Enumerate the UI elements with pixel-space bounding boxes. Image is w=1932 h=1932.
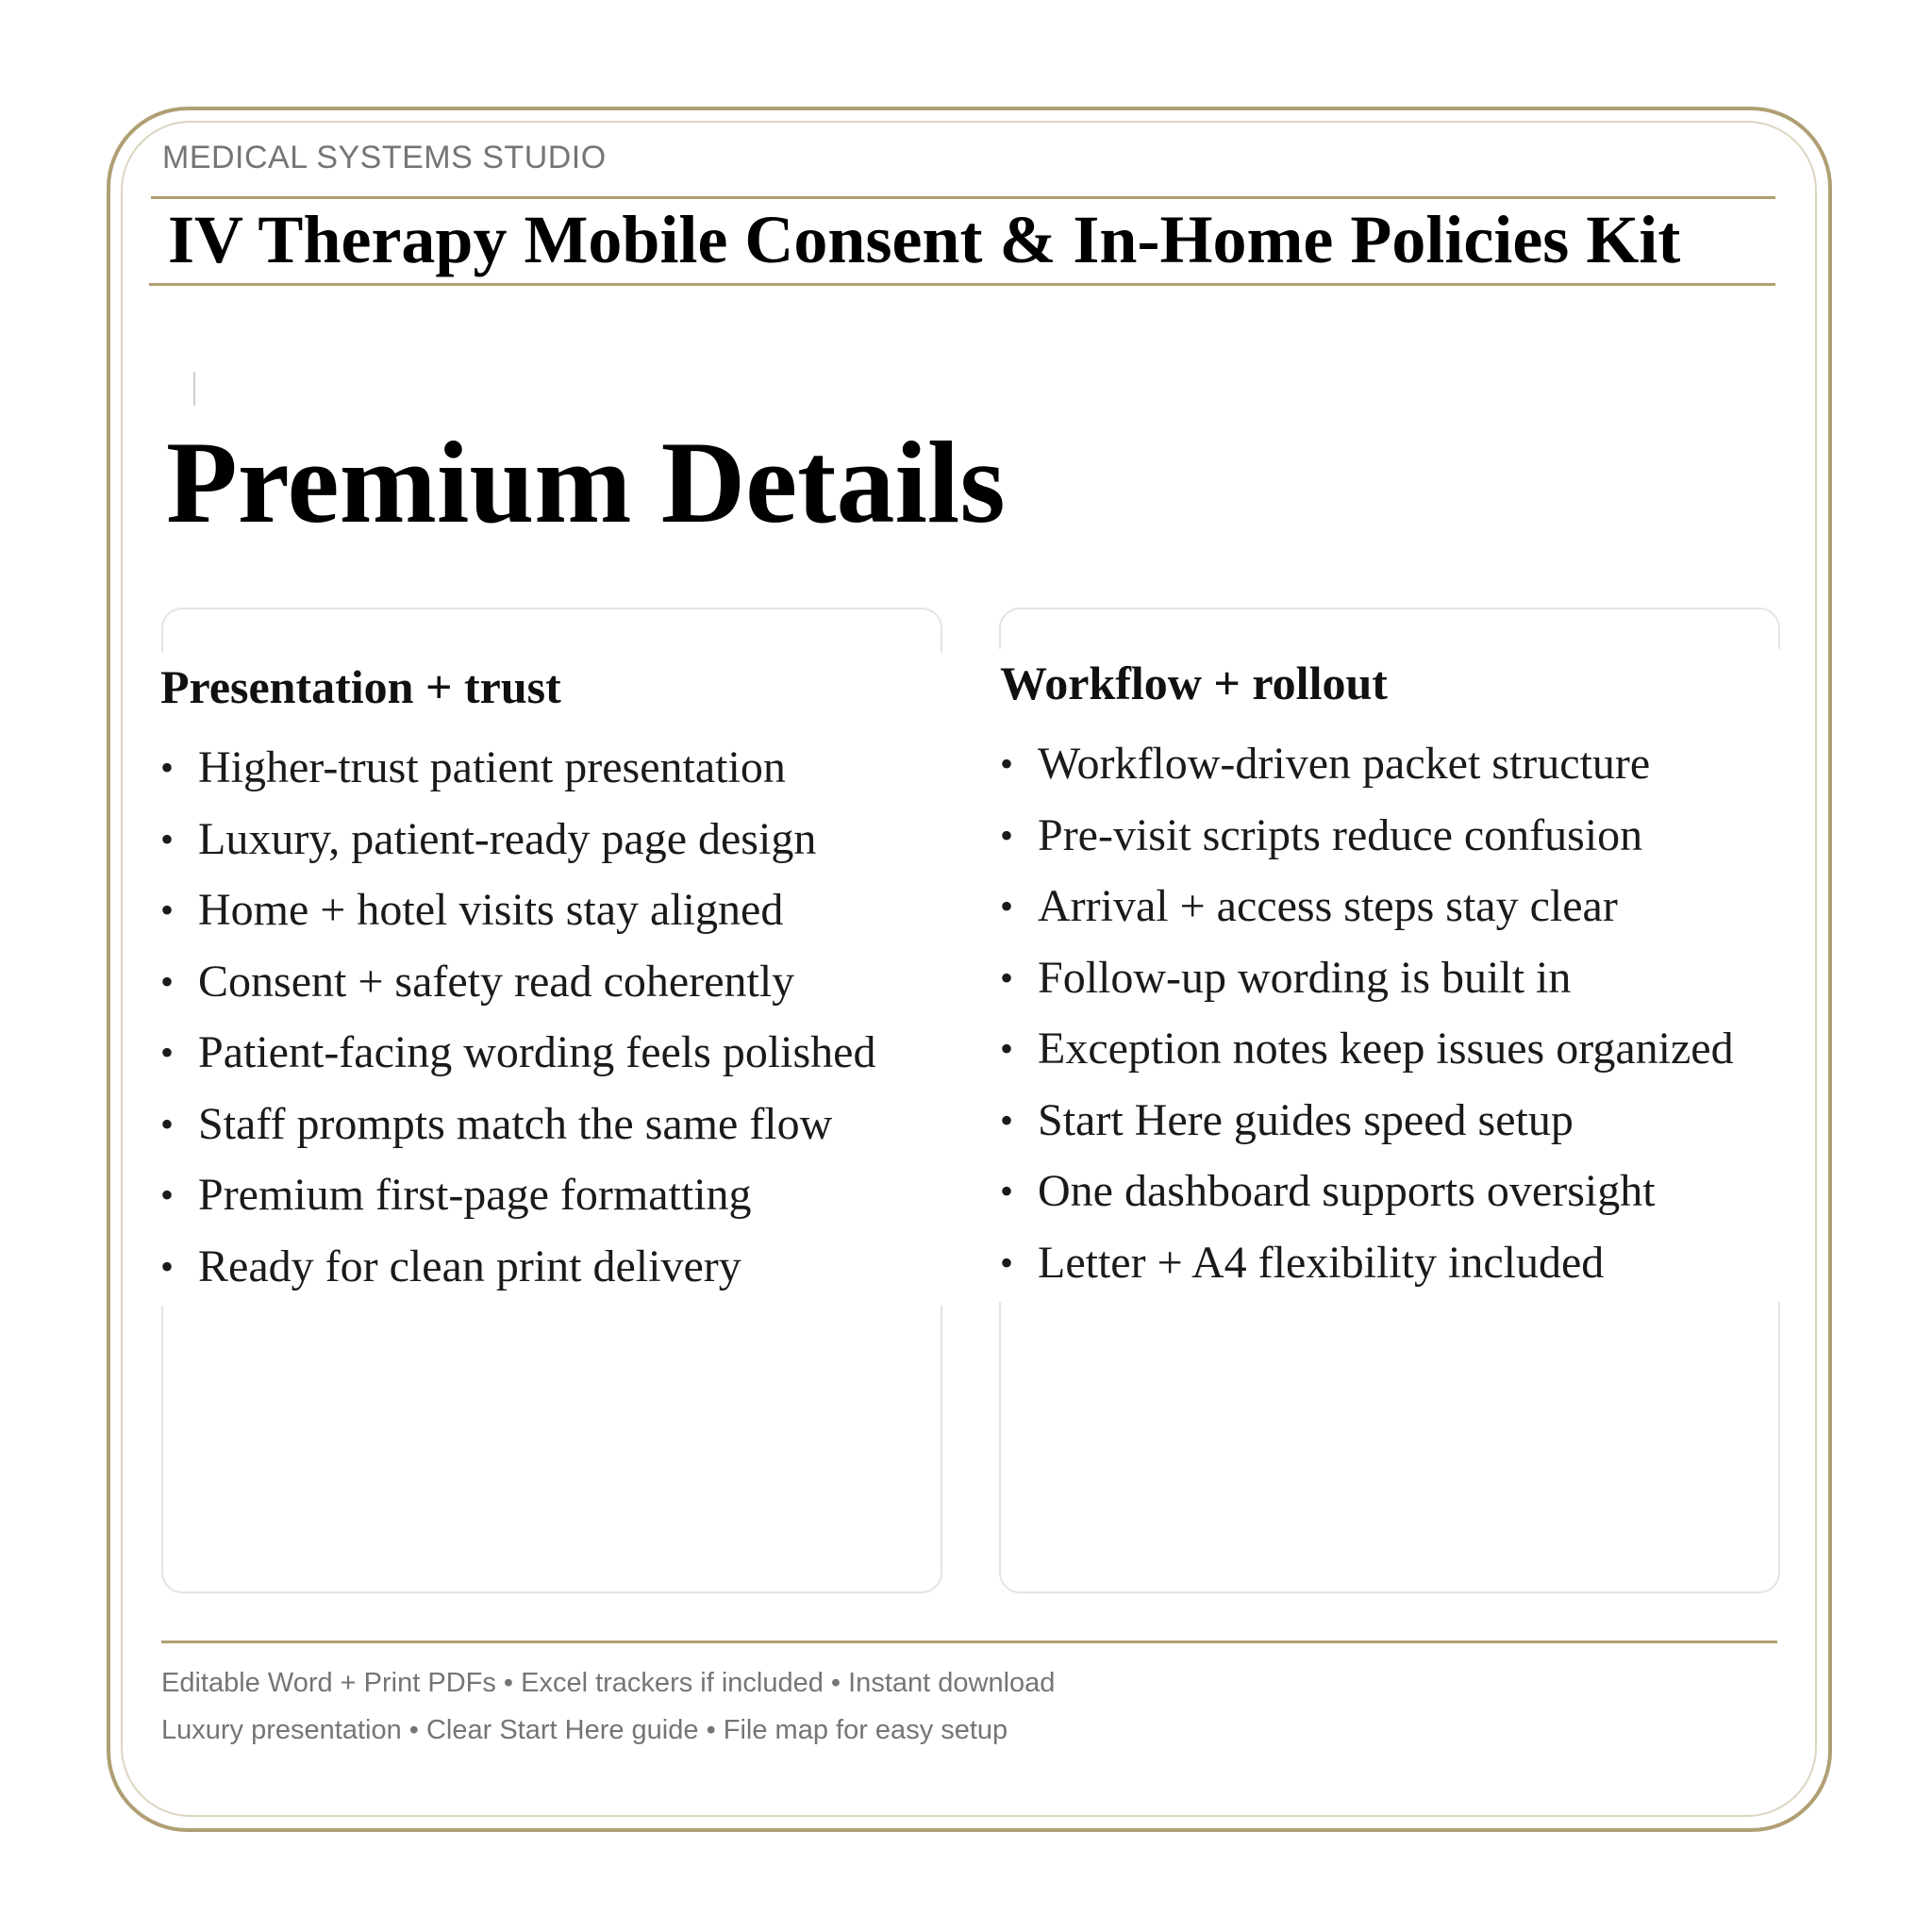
card-heading: Presentation + trust [160, 660, 561, 713]
bullet-icon: • [160, 959, 175, 1003]
list-item-text: Luxury, patient-ready page design [198, 813, 817, 864]
list-item-text: Letter + A4 flexibility included [1038, 1237, 1605, 1288]
bullet-icon: • [1000, 813, 1014, 857]
bullet-icon: • [1000, 1027, 1014, 1070]
list-item-text: Higher-trust patient presentation [198, 742, 786, 792]
bullet-icon: • [1000, 1241, 1014, 1284]
list-item-text: Pre-visit scripts reduce confusion [1038, 809, 1643, 860]
header-top-rule [151, 196, 1775, 199]
bullet-icon: • [160, 1031, 175, 1074]
bullet-icon: • [160, 1244, 175, 1288]
bullet-icon: • [1000, 956, 1014, 999]
bullet-icon: • [160, 817, 175, 860]
list-item-text: Workflow-driven packet structure [1038, 739, 1651, 789]
kit-title: IV Therapy Mobile Consent & In-Home Policies Kit [168, 202, 1681, 277]
footer-line-features: Luxury presentation • Clear Start Here guide • File map for easy setup [161, 1715, 1008, 1745]
list-item-text: Patient-facing wording feels polished [198, 1027, 876, 1077]
card-heading: Workflow + rollout [1000, 657, 1388, 709]
card-workflow-rollout-content [991, 649, 1783, 1302]
bullet-icon: • [160, 889, 175, 931]
list-item-text: Exception notes keep issues organized [1038, 1024, 1734, 1074]
bullet-icon: • [1000, 885, 1014, 927]
list-item-text: One dashboard supports oversight [1038, 1166, 1656, 1216]
list-item-text: Follow-up wording is built in [1038, 952, 1572, 1003]
brand-label: MEDICAL SYSTEMS STUDIO [162, 140, 607, 175]
list-item-text: Home + hotel visits stay aligned [198, 885, 784, 935]
bullet-icon: • [1000, 1170, 1014, 1212]
bullet-icon: • [160, 1174, 175, 1216]
card-presentation-trust-content [151, 653, 953, 1306]
decorative-tick [193, 372, 195, 406]
bullet-icon: • [160, 746, 175, 789]
list-item-text: Consent + safety read coherently [198, 956, 795, 1007]
footer-line-formats: Editable Word + Print PDFs • Excel trackers if included • Instant download [161, 1668, 1056, 1698]
list-item-text: Premium first-page formatting [198, 1170, 752, 1220]
section-heading: Premium Details [166, 418, 1006, 547]
list-item-text: Ready for clean print delivery [198, 1241, 741, 1291]
header-bottom-rule [149, 283, 1775, 286]
bullet-icon: • [1000, 742, 1014, 785]
list-item-text: Arrival + access steps stay clear [1038, 881, 1618, 931]
list-item-text: Staff prompts match the same flow [198, 1098, 833, 1149]
bullet-icon: • [1000, 1098, 1014, 1141]
list-item-text: Start Here guides speed setup [1038, 1094, 1574, 1145]
bullet-icon: • [160, 1102, 175, 1145]
footer-rule [161, 1641, 1777, 1643]
